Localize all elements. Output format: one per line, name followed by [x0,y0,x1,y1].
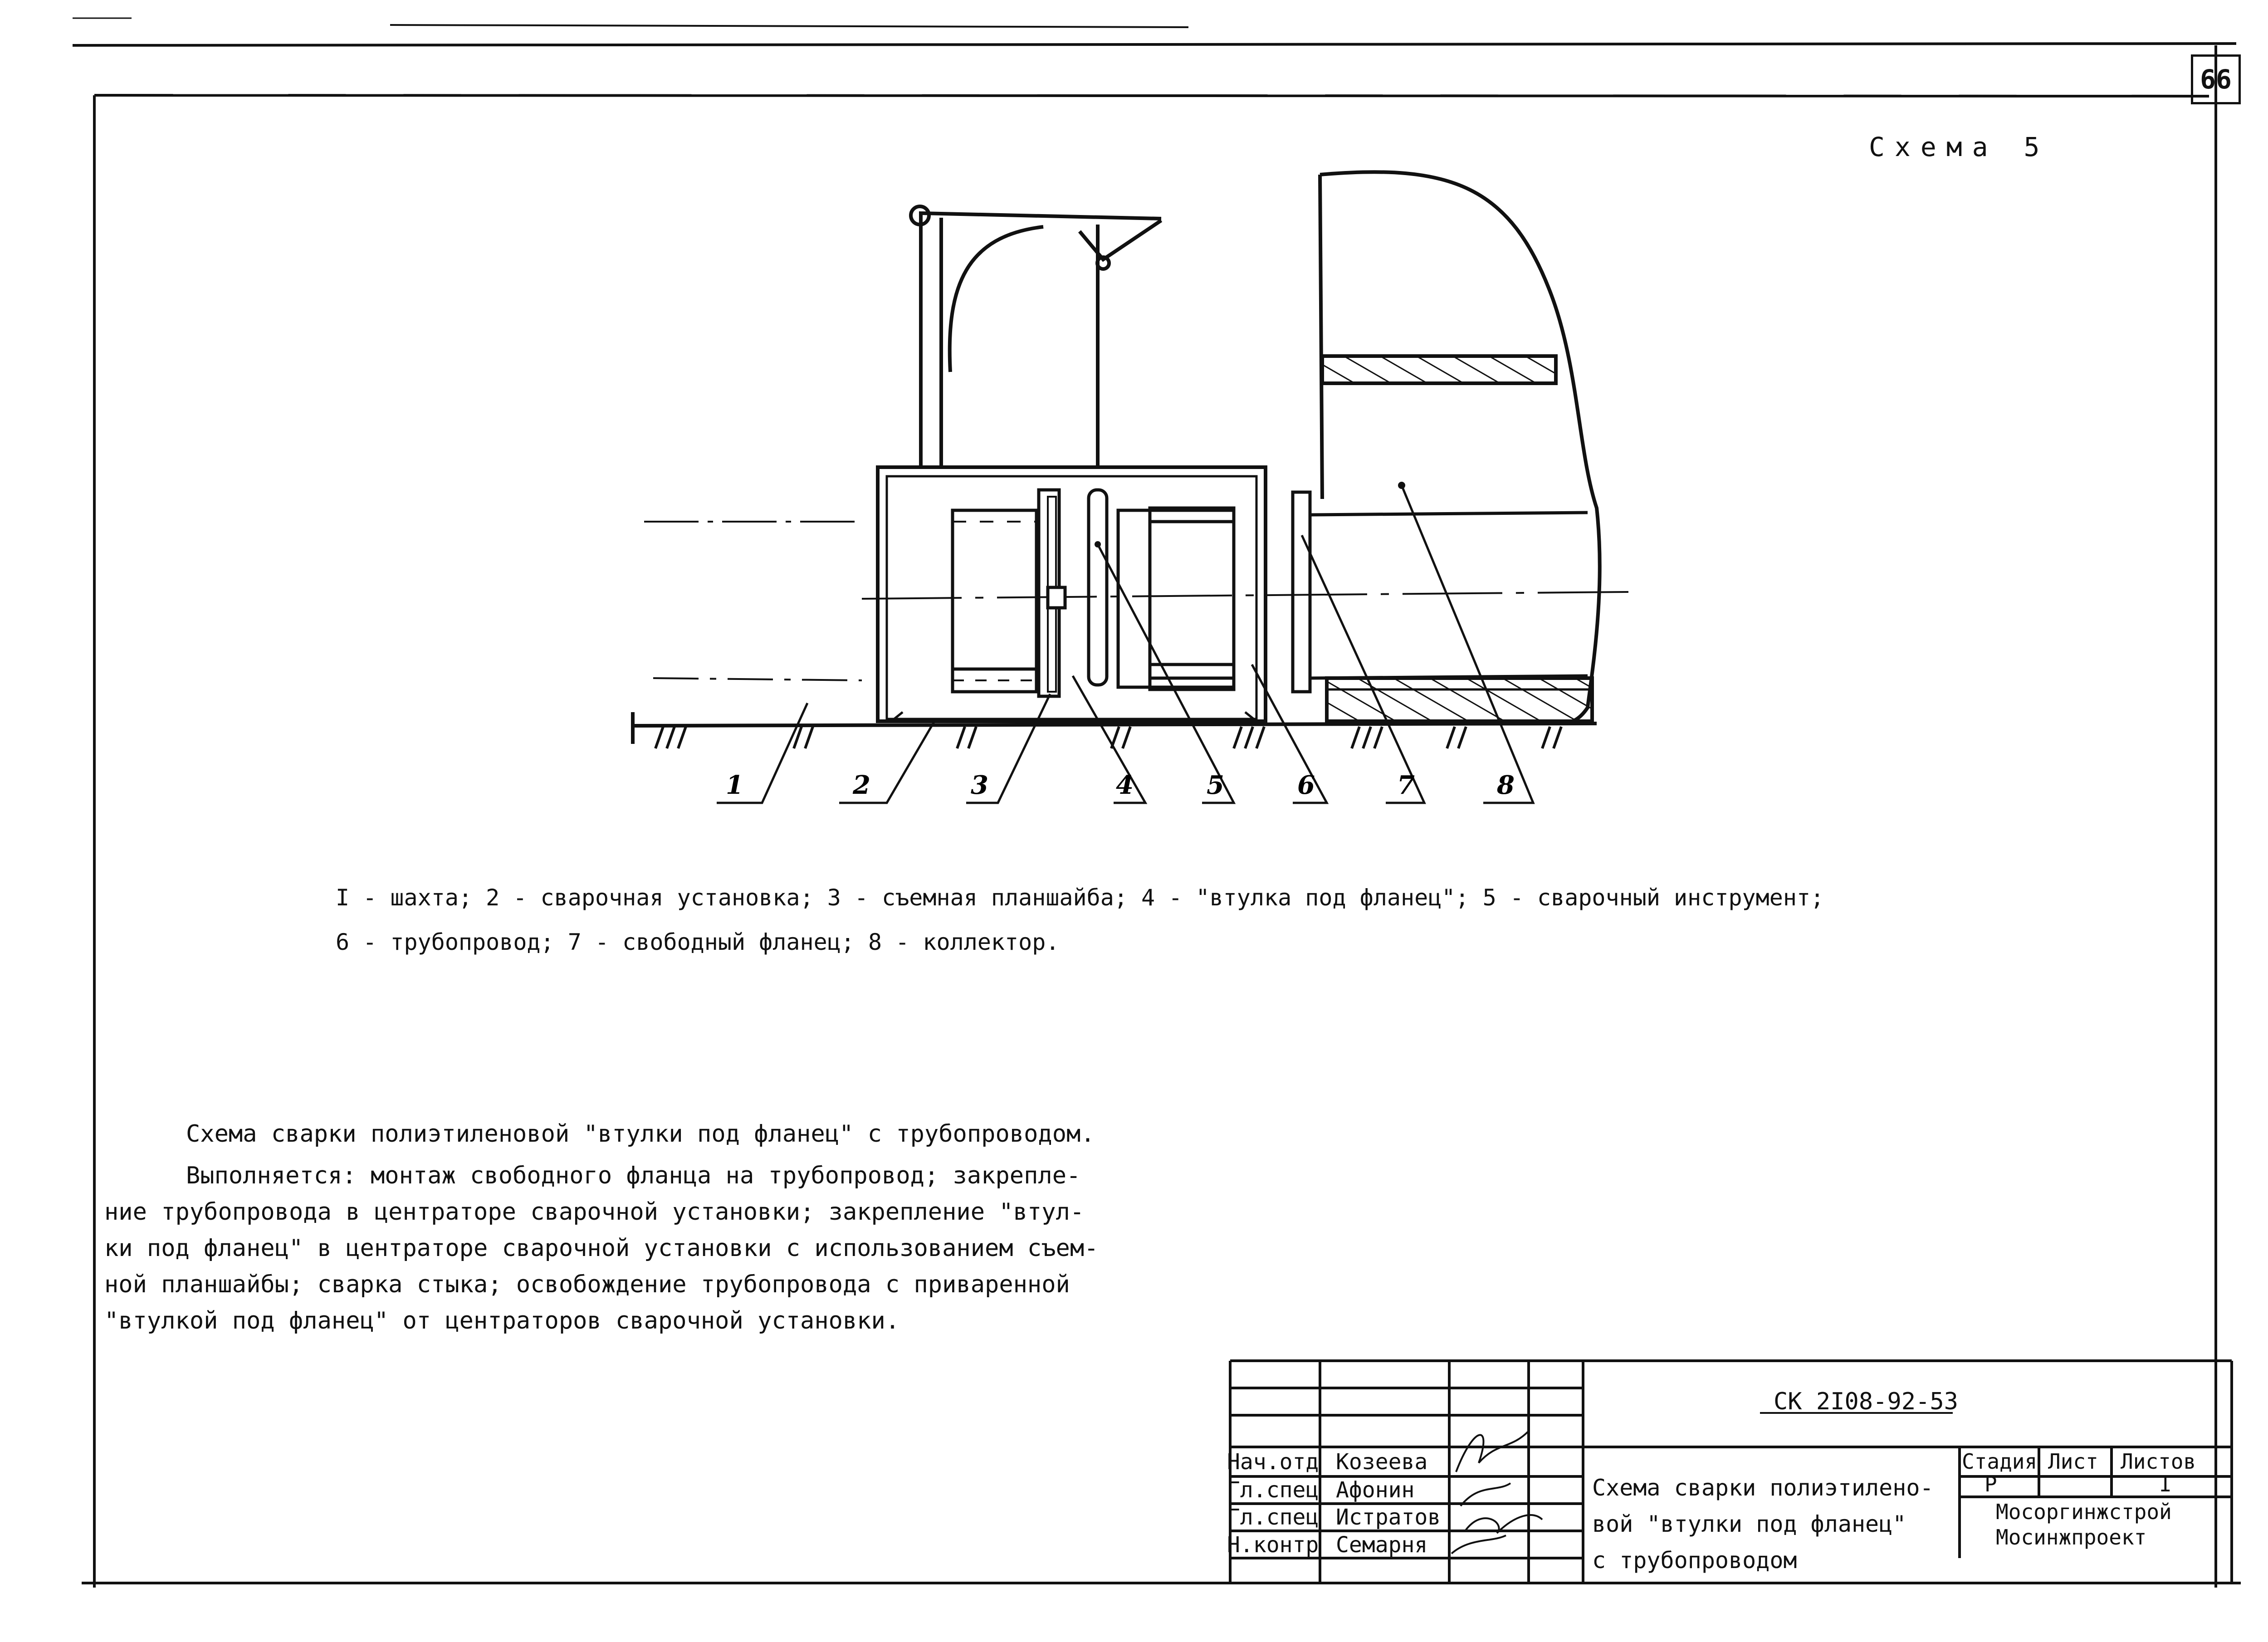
description-line: Выполняется: монтаж свободного фланца на трубопровод; закрепле- [186,1162,1081,1189]
organisation [1996,1499,2172,1550]
callout-7: 7 [1397,770,1415,800]
description [104,1116,1148,1339]
legend [336,875,1824,964]
role-label: Нач.отд [1227,1449,1319,1475]
top-scan-lines [73,18,2236,45]
callout-4: 4 [1116,770,1134,800]
stage-value: Р [1984,1472,1997,1496]
org-line: Мосоргинжстрой [1996,1500,2172,1524]
left-clamp [953,490,1065,696]
sheet-header: Лист [2048,1449,2098,1474]
page-number: 66 [2191,54,2241,104]
sheets-value: I [2159,1472,2172,1496]
callout-leaders [717,485,1533,803]
free-flange [1293,492,1310,692]
sheet-title-line: вой "втулки под фланец" [1592,1511,1906,1537]
role-name: Афонин [1336,1477,1415,1503]
welding-unit [878,467,1266,721]
sheets-header: Листов [2121,1449,2196,1474]
shaft-frame [911,206,1161,467]
document-code: СК 2I08-92-53 [1774,1388,1958,1415]
description-line: ной планшайбы; сварка стыка; освобождение трубопровода с приваренной [104,1271,1070,1298]
sheet-title [1592,1470,1934,1578]
callout-numbers [726,770,1515,800]
sheet-frame [82,45,2241,1588]
pipeline [1310,513,1588,678]
callout-5: 5 [1207,770,1224,800]
role-name: Истратов [1336,1505,1441,1530]
legend-line-2: 6 - трубопровод; 7 - свободный фланец; 8 - коллектор. [336,929,1060,955]
legend-line-1: I - шахта; 2 - сварочная установка; 3 - съемная планшайба; 4 - "втулка под фланец"; 5 - сварочный инструмент; [336,885,1824,911]
callout-2: 2 [853,770,870,800]
role-name: Семарня [1336,1532,1428,1558]
description-line: "втулкой под фланец" от центраторов сварочной установки. [104,1307,900,1334]
role-label: Н.контр [1227,1532,1319,1558]
role-name: Козеева [1336,1449,1428,1475]
callout-3: 3 [971,770,988,800]
org-line: Мосинжпроект [1996,1525,2147,1549]
sheet-title-line: с трубопроводом [1592,1547,1797,1574]
description-title: Схема сварки полиэтиленовой "втулки под фланец" с трубопроводом. [186,1120,1095,1148]
stage-header: Стадия [1962,1449,2038,1474]
collector [1320,172,1600,723]
description-line: ки под фланец" в центраторе сварочной установки с использованием съем- [104,1235,1099,1262]
centre-axis [644,522,1628,680]
schema-label: Схема 5 [1869,132,2050,162]
right-clamp [1118,508,1234,689]
description-line: ние трубопровода в центраторе сварочной установки; закрепление "втул- [104,1198,1085,1226]
callout-8: 8 [1497,770,1515,800]
welding-tool [1089,490,1107,685]
sheet-title-line: Схема сварки полиэтилено- [1592,1475,1934,1501]
callout-1: 1 [726,770,743,800]
role-label: Гл.спец [1227,1505,1319,1530]
role-label: Гл.спец [1227,1477,1319,1503]
callout-6: 6 [1297,770,1315,800]
